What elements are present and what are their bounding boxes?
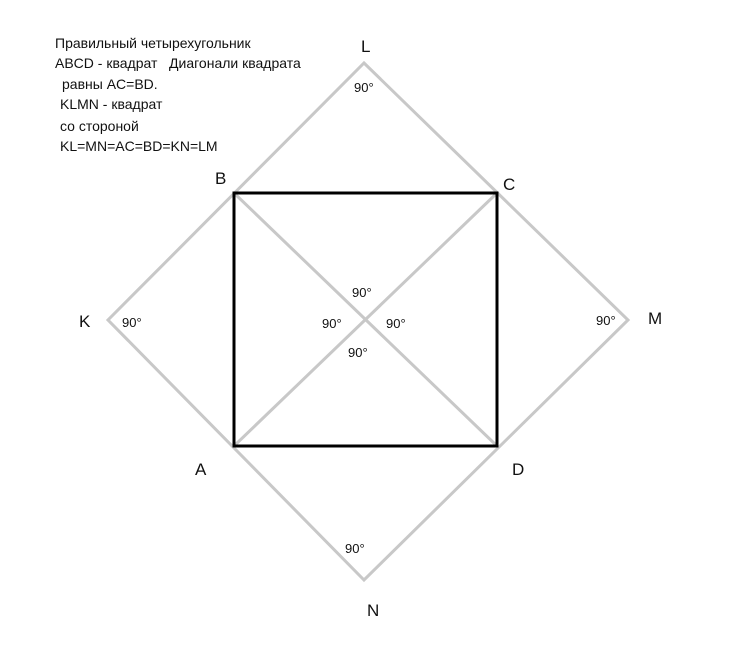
angle-label-center-right: 90° bbox=[386, 316, 406, 331]
angle-label-m: 90° bbox=[596, 313, 616, 328]
note-line-2: ABCD - квадрат Диагонали квадрата bbox=[55, 55, 301, 71]
vertex-label-n: N bbox=[367, 601, 380, 620]
vertex-label-a: A bbox=[195, 460, 207, 479]
note-line-3: равны AC=BD. bbox=[62, 76, 158, 92]
vertex-label-m: M bbox=[648, 309, 663, 328]
note-line-5: со стороной bbox=[60, 118, 139, 134]
note-line-1: Правильный четырехугольник bbox=[55, 35, 251, 51]
angle-label-l: 90° bbox=[354, 80, 374, 95]
angle-label-center-left: 90° bbox=[322, 316, 342, 331]
angle-label-n: 90° bbox=[345, 541, 365, 556]
vertex-label-l: L bbox=[361, 37, 371, 56]
vertex-label-b: B bbox=[215, 169, 227, 188]
note-line-4: KLMN - квадрат bbox=[60, 96, 163, 112]
note-line-6: KL=MN=AC=BD=KN=LM bbox=[60, 138, 218, 154]
angle-label-center-top: 90° bbox=[352, 285, 372, 300]
angle-label-center-bottom: 90° bbox=[348, 345, 368, 360]
angle-label-k: 90° bbox=[122, 315, 142, 330]
vertex-label-k: K bbox=[79, 312, 91, 331]
vertex-label-c: C bbox=[503, 175, 516, 194]
vertex-label-d: D bbox=[512, 460, 525, 479]
